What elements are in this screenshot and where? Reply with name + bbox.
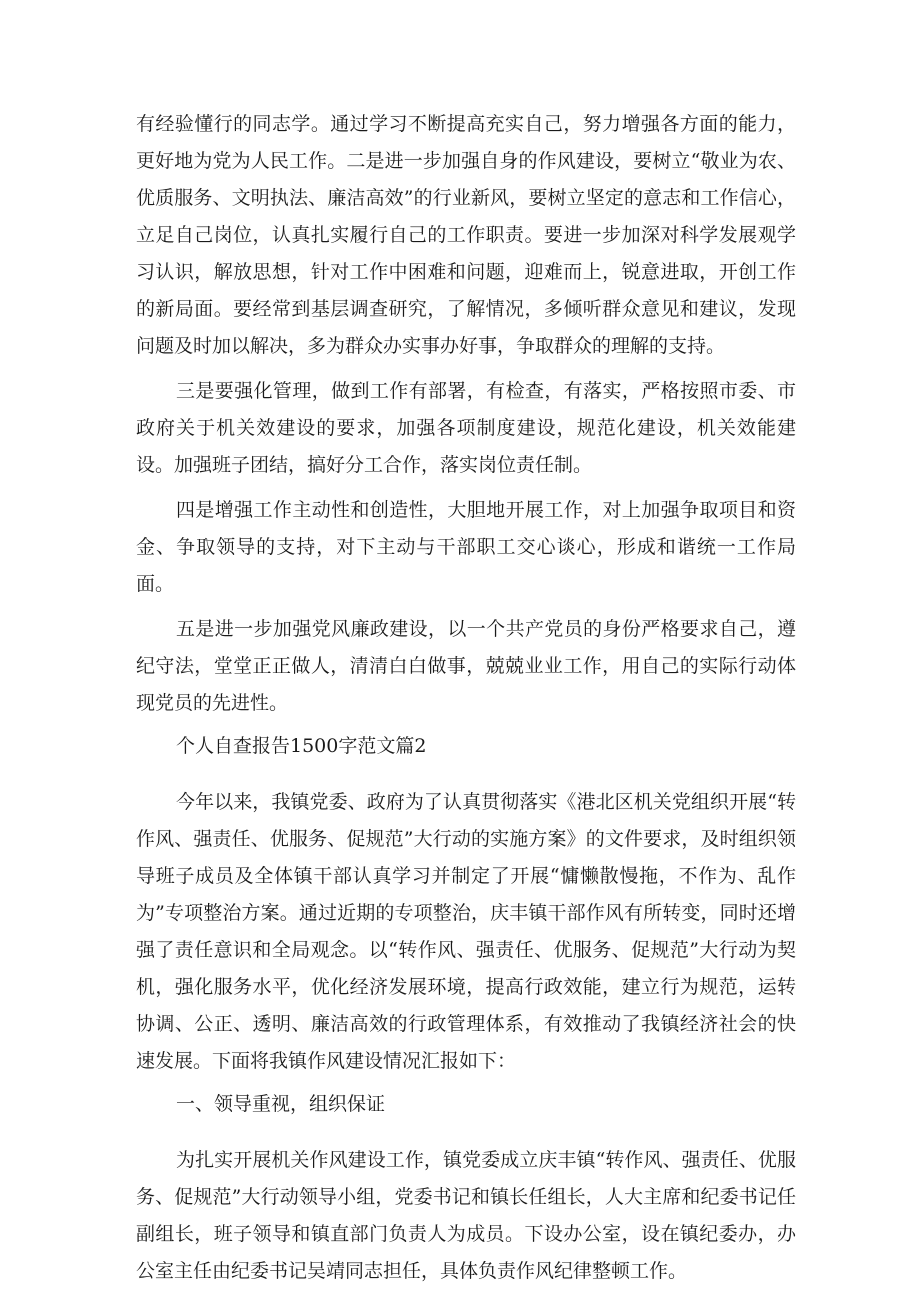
- document-body: [136, 106, 796, 1290]
- paragraph-intro: 今年以来，我镇党委、政府为了认真贯彻落实《港北区机关党组织开展“转作风、强责任、优服务、促规范”大行动的实施方案》的文件要求，及时组织领导班子成员及全体镇干部认真学习并制定了开展“慵懒散慢拖，不作为、乱作为”专项整治方案。通过近期的专项整治，庆丰镇干部作风有所转变，同时还增强了责任意识和全局观念。以“转作风、强责任、优服务、促规范”大行动为契机，强化服务水平，优化经济发展环境，提高行政效能，建立行为规范，运转协调、公正、透明、廉洁高效的行政管理体系，有效推动了我镇经济社会的快速发展。下面将我镇作风建设情况汇报如下：: [136, 791, 796, 1072]
- paragraph-continuation: 有经验懂行的同志学。通过学习不断提高充实自己，努力增强各方面的能力，更好地为党为人民工作。二是进一步加强自身的作风建设，要树立“敬业为农、优质服务、文明执法、廉洁高效”的行业新风，要树立坚定的意志和工作信心，立足自己岗位，认真扎实履行自己的工作职责。要进一步加深对科学发展观学习认识，解放思想，针对工作中困难和问题，迎难而上，锐意进取，开创工作的新局面。要经常到基层调查研究，了解情况，多倾听群众意见和建议，发现问题及时加以解决，多为群众办实事办好事，争取群众的理解的支持。: [136, 113, 796, 357]
- paragraph-point-three: 三是要强化管理，做到工作有部署，有检查，有落实，严格按照市委、市政府关于机关效建设的要求，加强各项制度建设，规范化建设，机关效能建设。加强班子团结，搞好分工合作，落实岗位责任制。: [136, 380, 796, 476]
- paragraph-point-five: 五是进一步加强党风廉政建设，以一个共产党员的身份严格要求自己，遵纪守法，堂堂正正做人，清清白白做事，兢兢业业工作，用自己的实际行动体现党员的先进性。: [136, 618, 796, 714]
- subsection-heading-leadership: 一、领导重视，组织保证: [176, 1093, 386, 1115]
- paragraph-leadership: 为扎实开展机关作风建设工作，镇党委成立庆丰镇“转作风、强责任、优服务、促规范”大行动领导小组，党委书记和镇长任组长，人大主席和纪委书记任副组长，班子领导和镇直部门负责人为成员。下设办公室，设在镇纪委办，办公室主任由纪委书记吴靖同志担任，具体负责作风纪律整顿工作。: [136, 1149, 796, 1282]
- section-heading-article-2: 个人自查报告1500字范文篇2: [176, 735, 427, 757]
- paragraph-point-four: 四是增强工作主动性和创造性，大胆地开展工作，对上加强争取项目和资金、争取领导的支持，对下主动与干部职工交心谈心，形成和谐统一工作局面。: [136, 499, 796, 595]
